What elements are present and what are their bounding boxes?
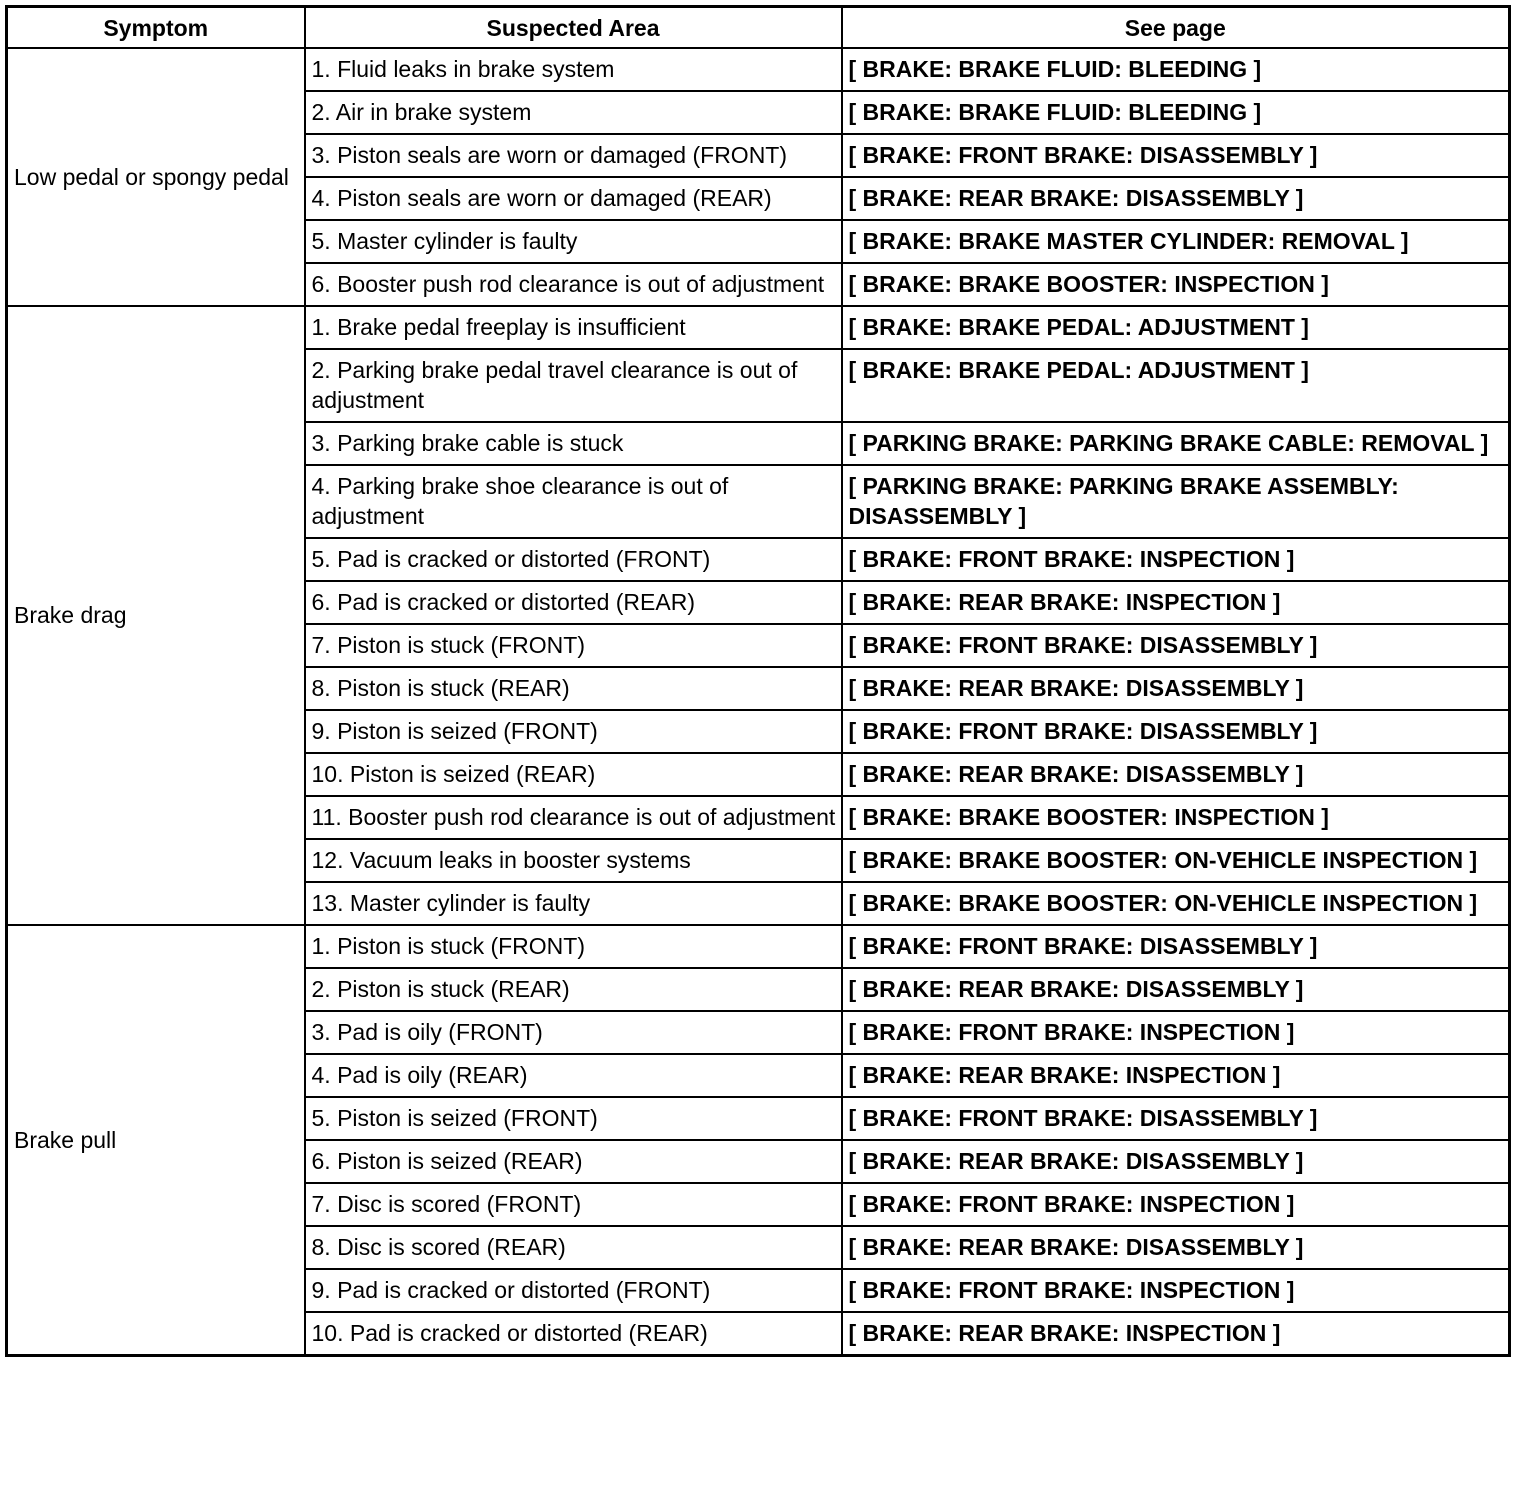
see-page-cell: [ BRAKE: FRONT BRAKE: DISASSEMBLY ] [842,624,1510,667]
see-page-cell: [ BRAKE: FRONT BRAKE: INSPECTION ] [842,1011,1510,1054]
table-body [7,48,1510,1356]
see-page-cell: [ BRAKE: BRAKE PEDAL: ADJUSTMENT ] [842,349,1510,422]
see-page-cell: [ BRAKE: BRAKE BOOSTER: ON-VEHICLE INSPECTION ] [842,839,1510,882]
see-page-cell: [ BRAKE: FRONT BRAKE: DISASSEMBLY ] [842,134,1510,177]
suspected-area-cell: 7. Piston is stuck (FRONT) [305,624,842,667]
suspected-area-cell: 5. Master cylinder is faulty [305,220,842,263]
see-page-cell: [ BRAKE: FRONT BRAKE: DISASSEMBLY ] [842,925,1510,968]
symptom-cell: Brake drag [7,306,305,925]
suspected-area-cell: 4. Piston seals are worn or damaged (REAR) [305,177,842,220]
suspected-area-cell: 3. Piston seals are worn or damaged (FRONT) [305,134,842,177]
suspected-area-cell: 1. Piston is stuck (FRONT) [305,925,842,968]
see-page-cell: [ BRAKE: BRAKE BOOSTER: INSPECTION ] [842,263,1510,306]
suspected-area-cell: 10. Piston is seized (REAR) [305,753,842,796]
suspected-area-cell: 3. Pad is oily (FRONT) [305,1011,842,1054]
suspected-area-cell: 5. Piston is seized (FRONT) [305,1097,842,1140]
see-page-cell: [ BRAKE: REAR BRAKE: DISASSEMBLY ] [842,753,1510,796]
suspected-area-cell: 12. Vacuum leaks in booster systems [305,839,842,882]
see-page-cell: [ BRAKE: BRAKE PEDAL: ADJUSTMENT ] [842,306,1510,349]
symptom-cell: Low pedal or spongy pedal [7,48,305,306]
suspected-area-cell: 10. Pad is cracked or distorted (REAR) [305,1312,842,1356]
see-page-cell: [ BRAKE: FRONT BRAKE: INSPECTION ] [842,1183,1510,1226]
see-page-cell: [ PARKING BRAKE: PARKING BRAKE CABLE: REMOVAL ] [842,422,1510,465]
see-page-cell: [ BRAKE: REAR BRAKE: DISASSEMBLY ] [842,968,1510,1011]
suspected-area-cell: 4. Parking brake shoe clearance is out of adjustment [305,465,842,538]
suspected-area-cell: 8. Piston is stuck (REAR) [305,667,842,710]
see-page-cell: [ BRAKE: REAR BRAKE: INSPECTION ] [842,1312,1510,1356]
see-page-cell: [ BRAKE: FRONT BRAKE: DISASSEMBLY ] [842,1097,1510,1140]
table-row [7,306,1510,349]
see-page-cell: [ BRAKE: FRONT BRAKE: INSPECTION ] [842,1269,1510,1312]
see-page-cell: [ BRAKE: REAR BRAKE: DISASSEMBLY ] [842,177,1510,220]
see-page-cell: [ BRAKE: REAR BRAKE: DISASSEMBLY ] [842,667,1510,710]
symptom-cell: Brake pull [7,925,305,1356]
header-row [7,7,1510,49]
see-page-cell: [ BRAKE: REAR BRAKE: INSPECTION ] [842,581,1510,624]
header-see-page: See page [842,7,1510,49]
see-page-cell: [ BRAKE: REAR BRAKE: INSPECTION ] [842,1054,1510,1097]
suspected-area-cell: 2. Air in brake system [305,91,842,134]
see-page-cell: [ BRAKE: FRONT BRAKE: INSPECTION ] [842,538,1510,581]
suspected-area-cell: 1. Brake pedal freeplay is insufficient [305,306,842,349]
see-page-cell: [ BRAKE: REAR BRAKE: DISASSEMBLY ] [842,1226,1510,1269]
see-page-cell: [ BRAKE: BRAKE BOOSTER: INSPECTION ] [842,796,1510,839]
suspected-area-cell: 6. Piston is seized (REAR) [305,1140,842,1183]
suspected-area-cell: 2. Piston is stuck (REAR) [305,968,842,1011]
header-symptom: Symptom [7,7,305,49]
see-page-cell: [ BRAKE: BRAKE FLUID: BLEEDING ] [842,48,1510,91]
suspected-area-cell: 5. Pad is cracked or distorted (FRONT) [305,538,842,581]
suspected-area-cell: 9. Piston is seized (FRONT) [305,710,842,753]
suspected-area-cell: 11. Booster push rod clearance is out of adjustment [305,796,842,839]
suspected-area-cell: 13. Master cylinder is faulty [305,882,842,925]
see-page-cell: [ PARKING BRAKE: PARKING BRAKE ASSEMBLY: DISASSEMBLY ] [842,465,1510,538]
table-row [7,925,1510,968]
header-suspected-area: Suspected Area [305,7,842,49]
suspected-area-cell: 1. Fluid leaks in brake system [305,48,842,91]
suspected-area-cell: 9. Pad is cracked or distorted (FRONT) [305,1269,842,1312]
suspected-area-cell: 4. Pad is oily (REAR) [305,1054,842,1097]
suspected-area-cell: 2. Parking brake pedal travel clearance is out of adjustment [305,349,842,422]
see-page-cell: [ BRAKE: BRAKE MASTER CYLINDER: REMOVAL ] [842,220,1510,263]
suspected-area-cell: 8. Disc is scored (REAR) [305,1226,842,1269]
suspected-area-cell: 6. Booster push rod clearance is out of adjustment [305,263,842,306]
see-page-cell: [ BRAKE: BRAKE BOOSTER: ON-VEHICLE INSPECTION ] [842,882,1510,925]
see-page-cell: [ BRAKE: REAR BRAKE: DISASSEMBLY ] [842,1140,1510,1183]
see-page-cell: [ BRAKE: FRONT BRAKE: DISASSEMBLY ] [842,710,1510,753]
suspected-area-cell: 3. Parking brake cable is stuck [305,422,842,465]
table-row [7,48,1510,91]
diagnosis-table [5,5,1511,1357]
suspected-area-cell: 7. Disc is scored (FRONT) [305,1183,842,1226]
see-page-cell: [ BRAKE: BRAKE FLUID: BLEEDING ] [842,91,1510,134]
suspected-area-cell: 6. Pad is cracked or distorted (REAR) [305,581,842,624]
